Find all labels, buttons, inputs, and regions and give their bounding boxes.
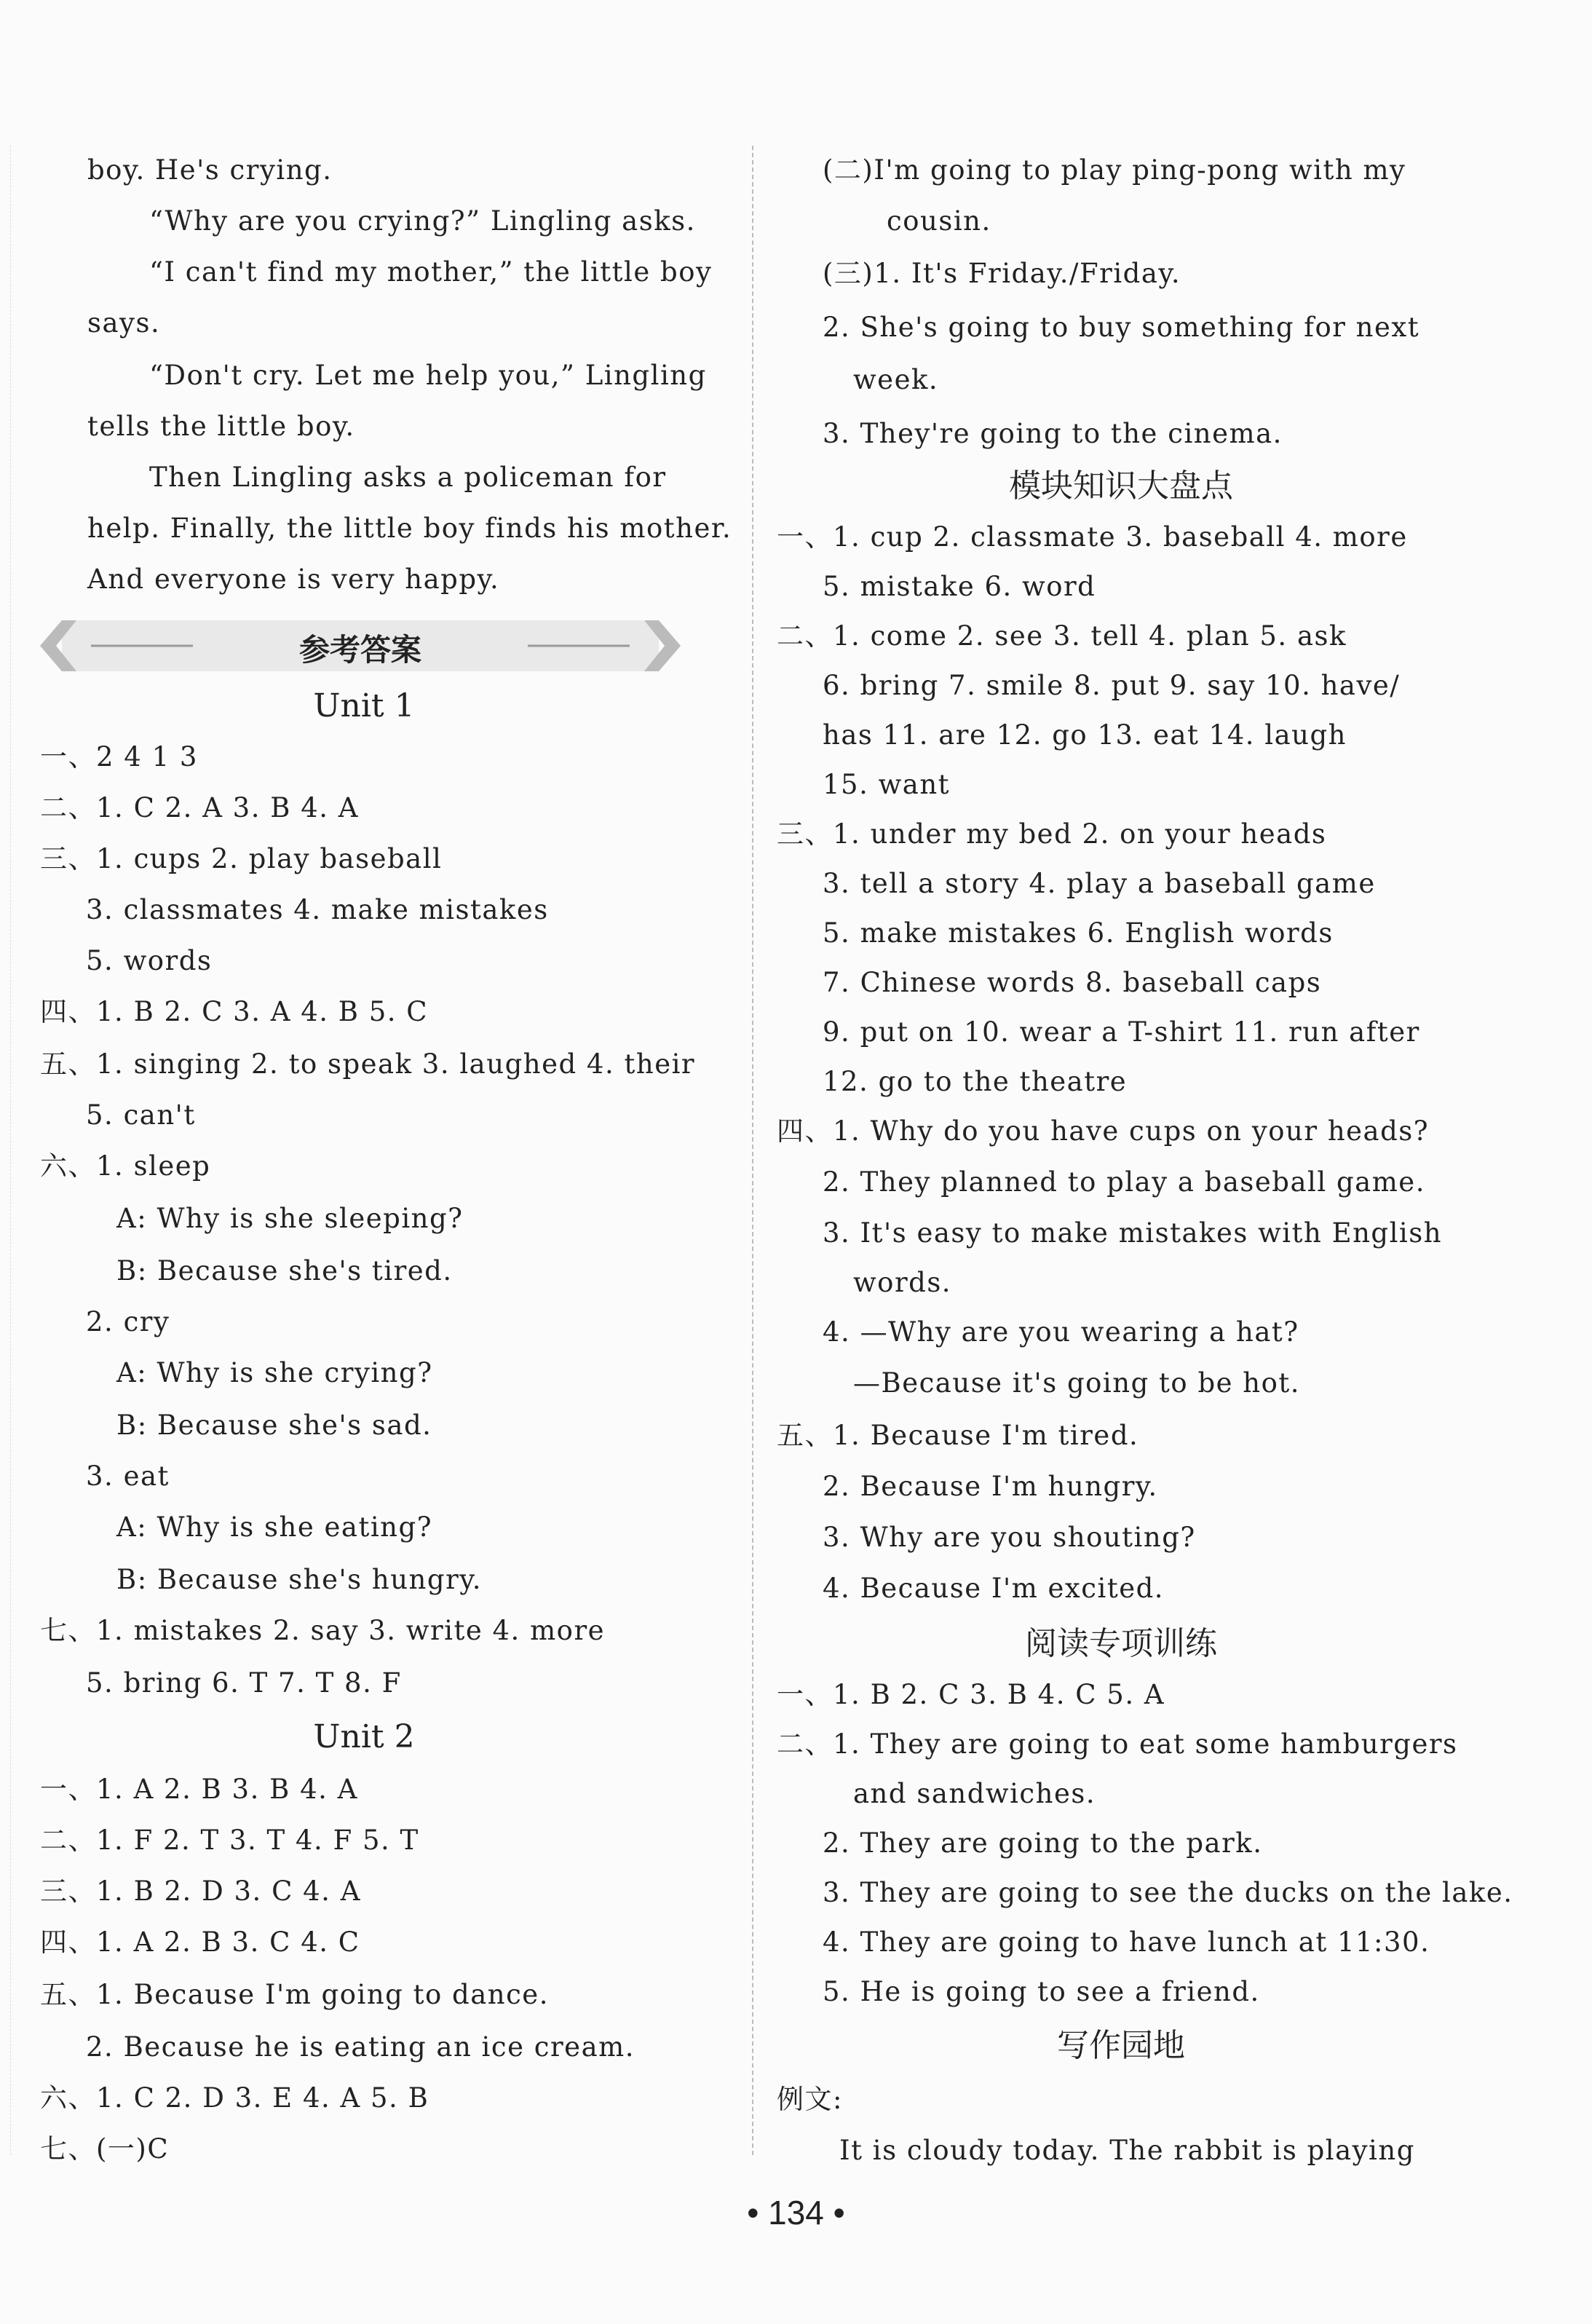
answer-line: 三、1. B 2. D 3. C 4. A <box>40 1876 361 1907</box>
answer-line: 六、1. sleep <box>40 1150 211 1182</box>
answer-line: cousin. <box>887 205 991 237</box>
answer-line: A: Why is she eating? <box>116 1511 433 1543</box>
answer-line: 2. She's going to buy something for next <box>823 312 1420 343</box>
answers-left <box>36 0 735 2324</box>
answer-line: 7. Chinese words 8. baseball caps <box>823 967 1322 998</box>
answer-line: and sandwiches. <box>853 1778 1096 1809</box>
answer-line: (二)I'm going to play ping-pong with my <box>823 154 1406 186</box>
answer-line: has 11. are 12. go 13. eat 14. laugh <box>823 719 1347 751</box>
answer-line: 3. They are going to see the ducks on the lake. <box>823 1877 1513 1908</box>
answer-line: 四、1. B 2. C 3. A 4. B 5. C <box>40 996 429 1027</box>
story-line: “I can't find my mother,” the little boy <box>149 256 713 288</box>
answer-line: 5. can't <box>86 1099 196 1131</box>
answer-line: 3. classmates 4. make mistakes <box>86 894 549 925</box>
answer-line: B: Because she's hungry. <box>116 1564 483 1595</box>
answer-line: B: Because she's tired. <box>116 1255 453 1286</box>
answer-line: 一、1. A 2. B 3. B 4. A <box>40 1774 358 1805</box>
answer-line: 2. They are going to the park. <box>823 1827 1263 1859</box>
answer-line: 二、1. come 2. see 3. tell 4. plan 5. ask <box>777 620 1347 652</box>
answer-line: 4. —Why are you wearing a hat? <box>823 1316 1299 1348</box>
answer-line: 5. mistake 6. word <box>823 571 1096 602</box>
story-line: tells the little boy. <box>87 411 355 442</box>
answer-line: 五、1. Because I'm going to dance. <box>40 1979 549 2010</box>
answer-line: 四、1. Why do you have cups on your heads? <box>777 1115 1430 1147</box>
story-line: says. <box>87 307 161 339</box>
answer-line: 5. make mistakes 6. English words <box>823 917 1334 949</box>
section-heading-writing: 写作园地 <box>1057 2027 1185 2064</box>
answer-line: 五、1. Because I'm tired. <box>777 1420 1139 1451</box>
story-line: help. Finally, the little boy finds his mother. <box>87 513 732 544</box>
answer-line: 三、1. cups 2. play baseball <box>40 843 443 874</box>
answer-line: A: Why is she crying? <box>116 1357 433 1388</box>
answer-line: 二、1. F 2. T 3. T 4. F 5. T <box>40 1825 419 1856</box>
answer-line: 12. go to the theatre <box>823 1066 1128 1097</box>
answer-line: 5. words <box>86 945 213 976</box>
answer-line: 五、1. singing 2. to speak 3. laughed 4. their <box>40 1048 696 1080</box>
answer-line: 七、1. mistakes 2. say 3. write 4. more <box>40 1615 606 1646</box>
unit2-heading: Unit 2 <box>313 1718 415 1755</box>
answer-line: A: Why is she sleeping? <box>116 1203 464 1234</box>
answer-line: 3. eat <box>86 1461 170 1492</box>
answer-line: week. <box>853 364 939 395</box>
right-column <box>772 0 1513 2324</box>
answer-line: (三)1. It's Friday./Friday. <box>823 258 1181 289</box>
answer-line: words. <box>853 1267 952 1298</box>
story-line: “Why are you crying?” Lingling asks. <box>149 205 696 237</box>
unit1-heading: Unit 1 <box>313 687 415 724</box>
answer-line: 四、1. A 2. B 3. C 4. C <box>40 1926 360 1958</box>
answer-line: 3. It's easy to make mistakes with English <box>823 1217 1443 1249</box>
story-line: Then Lingling asks a policeman for <box>149 462 667 493</box>
section-heading-module-review: 模块知识大盘点 <box>1009 467 1233 505</box>
answer-line: 三、1. under my bed 2. on your heads <box>777 818 1327 850</box>
answer-line: 2. They planned to play a baseball game. <box>823 1166 1425 1198</box>
answer-line: 5. He is going to see a friend. <box>823 1976 1260 2007</box>
answer-line: 一、1. cup 2. classmate 3. baseball 4. more <box>777 521 1408 553</box>
answer-line: 2. Because he is eating an ice cream. <box>86 2031 635 2063</box>
banner-title: 参考答案 <box>298 632 421 668</box>
story-line: And everyone is very happy. <box>87 564 500 595</box>
example-text: It is cloudy today. The rabbit is playing <box>839 2135 1415 2166</box>
page-edge-guide <box>10 146 11 2155</box>
story-line: “Don't cry. Let me help you,” Lingling <box>149 360 707 391</box>
answer-line: 3. They're going to the cinema. <box>823 418 1283 449</box>
answer-line: 2. cry <box>86 1306 170 1337</box>
answer-line: 二、1. They are going to eat some hamburgers <box>777 1728 1458 1760</box>
answer-line: B: Because she's sad. <box>116 1410 432 1441</box>
answer-line: 4. They are going to have lunch at 11:30. <box>823 1926 1430 1958</box>
column-divider <box>752 146 753 2155</box>
answer-line: 二、1. C 2. A 3. B 4. A <box>40 792 359 823</box>
section-heading-reading: 阅读专项训练 <box>1025 1625 1217 1662</box>
answer-line: 5. bring 6. T 7. T 8. F <box>86 1667 402 1699</box>
answer-line: 七、(一)C <box>40 2133 170 2165</box>
answer-line: 15. want <box>823 769 951 800</box>
answer-line: 一、1. B 2. C 3. B 4. C 5. A <box>777 1679 1165 1710</box>
answer-line: 六、1. C 2. D 3. E 4. A 5. B <box>40 2082 429 2114</box>
page-number: • 134 • <box>747 2194 845 2232</box>
example-label: 例文: <box>777 2084 843 2115</box>
answer-line: 3. Why are you shouting? <box>823 1522 1196 1553</box>
answer-line: 9. put on 10. wear a T-shirt 11. run after <box>823 1016 1420 1048</box>
answer-line: —Because it's going to be hot. <box>853 1367 1301 1399</box>
answer-line: 3. tell a story 4. play a baseball game <box>823 868 1376 899</box>
answer-line: 4. Because I'm excited. <box>823 1573 1165 1604</box>
answer-line: 一、2 4 1 3 <box>40 741 198 772</box>
answer-line: 6. bring 7. smile 8. put 9. say 10. have/ <box>823 670 1401 701</box>
answer-line: 2. Because I'm hungry. <box>823 1471 1158 1502</box>
story-line: boy. He's crying. <box>87 154 333 186</box>
